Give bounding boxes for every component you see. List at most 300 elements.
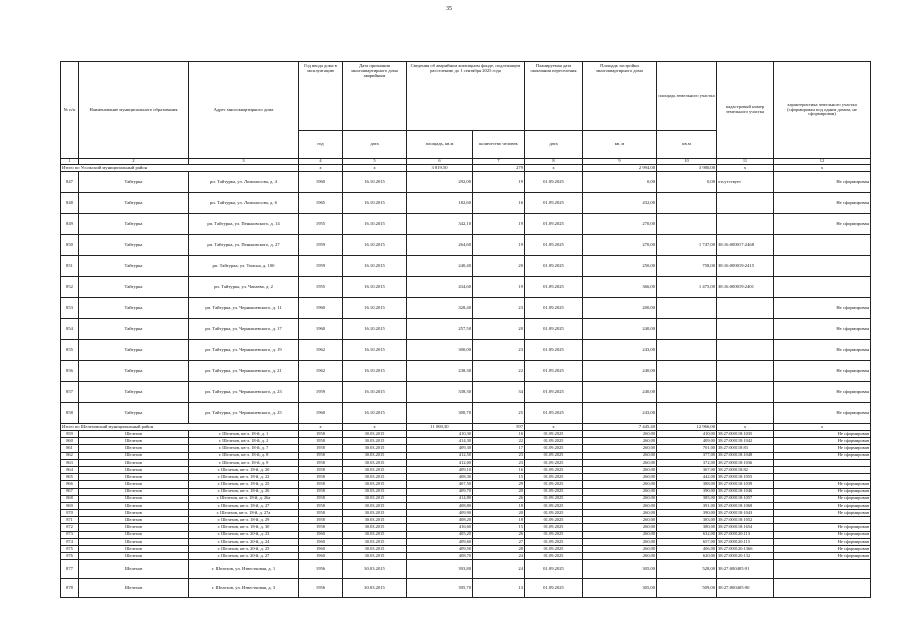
municipality: Шелехов	[79, 459, 189, 466]
land-status	[774, 517, 871, 524]
recognition-date: 16.10.2015	[343, 214, 407, 235]
people-count: 16	[473, 431, 525, 438]
land-status: Не сформирован	[774, 438, 871, 445]
recognition-date: 16.10.2015	[343, 277, 407, 298]
row-number: 868	[61, 495, 79, 502]
land-area: 388,00	[657, 481, 717, 488]
planned-end-date: 01.09.2025	[525, 319, 583, 340]
cadastral-number: 38:27:000118:1048	[717, 452, 774, 459]
total-land-area: 12 966,00	[657, 424, 717, 431]
land-area: 442,00	[657, 474, 717, 481]
table-row	[61, 531, 871, 538]
commissioning-year: 1960	[299, 172, 343, 193]
recognition-date: 16.10.2015	[343, 403, 407, 424]
total-cell: х	[343, 424, 407, 431]
municipality: Тайтурка	[79, 298, 189, 319]
planned-end-date: 01.09.2025	[525, 474, 583, 481]
land-status: Не сформирован	[774, 361, 871, 382]
people-count: 16	[473, 466, 525, 473]
address: г. Шелехов, кв-л. 20-й, д. 24	[189, 538, 299, 545]
municipality: Шелехов	[79, 531, 189, 538]
row-number: 877	[61, 560, 79, 579]
building-area: 305,00	[583, 560, 657, 579]
planned-end-date: 01.09.2025	[525, 340, 583, 361]
land-area: 380,00	[657, 524, 717, 531]
commissioning-year: 1959	[299, 235, 343, 256]
land-status: Не сформирован	[774, 445, 871, 452]
address: рп. Тайтурка, ул. Ломоносова, д. 4	[189, 172, 299, 193]
cadastral-number: 38:27:000118:1068	[717, 502, 774, 509]
row-number: 866	[61, 481, 79, 488]
commissioning-year: 1958	[299, 481, 343, 488]
header-col-emergency-fund: Сведения об аварийном жилищном фонде, подлежащем расселению до 1 сентября 2025 года	[407, 62, 525, 131]
table-row	[61, 579, 871, 598]
land-status	[774, 579, 871, 598]
land-area: 390,00	[657, 510, 717, 517]
land-status: Не сформирован	[774, 510, 871, 517]
address: рп. Тайтурка, ул. Чернышевского, д. 23	[189, 382, 299, 403]
district-total-row	[61, 424, 871, 431]
emergency-area: 300,00	[407, 340, 473, 361]
subheader-year: год	[299, 131, 343, 159]
table-row	[61, 445, 871, 452]
commissioning-year: 1958	[299, 502, 343, 509]
emergency-area: 240,40	[407, 256, 473, 277]
building-area: 260,00	[583, 538, 657, 545]
municipality: Шелехов	[79, 445, 189, 452]
address: рп. Тайтурка, ул. Чернышевского, д. 25	[189, 403, 299, 424]
recognition-date: 16.10.2015	[343, 298, 407, 319]
address: рп. Тайтурка, ул. Чернышевского, д. 17	[189, 319, 299, 340]
planned-end-date: 01.09.2025	[525, 488, 583, 495]
commissioning-year: 1958	[299, 431, 343, 438]
recognition-date: 16.10.2015	[343, 235, 407, 256]
people-count: 24	[473, 553, 525, 560]
people-count: 22	[473, 361, 525, 382]
column-number: 3	[189, 159, 299, 165]
recognition-date: 30.03.2015	[343, 553, 407, 560]
planned-end-date: 01.09.2025	[525, 403, 583, 424]
building-area: 260,00	[583, 502, 657, 509]
address: рп. Тайтурка, ул. Чапаева, д. 2	[189, 277, 299, 298]
commissioning-year: 1958	[299, 488, 343, 495]
emergency-area: 434,60	[407, 277, 473, 298]
building-area: 260,00	[583, 546, 657, 553]
total-area: 11 069,30	[407, 424, 473, 431]
planned-end-date: 01.09.2025	[525, 172, 583, 193]
row-number: 871	[61, 517, 79, 524]
recognition-date: 30.03.2015	[343, 495, 407, 502]
people-count: 25	[473, 403, 525, 424]
cadastral-number	[717, 403, 774, 424]
table-header	[61, 62, 871, 165]
header-col-recognition-date: Дата признания многоквартирного дома аварийным	[343, 62, 407, 131]
commissioning-year: 1958	[299, 524, 343, 531]
emergency-area: 409,50	[407, 546, 473, 553]
land-area: 509,00	[657, 579, 717, 598]
cadastral-number: 38:27:000118:1046	[717, 488, 774, 495]
land-status	[774, 560, 871, 579]
column-number: 7	[473, 159, 525, 165]
land-status: Не сформирован	[774, 553, 871, 560]
emergency-area: 182,60	[407, 193, 473, 214]
people-count: 19	[473, 172, 525, 193]
municipality: Шелехов	[79, 517, 189, 524]
page-number: 35	[446, 6, 452, 12]
commissioning-year: 1960	[299, 403, 343, 424]
recognition-date: 30.03.2015	[343, 579, 407, 598]
total-cell: х	[525, 165, 583, 172]
recognition-date: 16.10.2015	[343, 172, 407, 193]
emergency-area: 407,50	[407, 481, 473, 488]
address: рп. Тайтурка, ул. Чернышевского, д. 19	[189, 340, 299, 361]
planned-end-date: 01.09.2025	[525, 214, 583, 235]
municipality: Тайтурка	[79, 361, 189, 382]
subheader-sqm-land: кв.м	[657, 131, 717, 159]
row-number: 859	[61, 431, 79, 438]
municipality: Шелехов	[79, 481, 189, 488]
commissioning-year: 1960	[299, 553, 343, 560]
emergency-area: 264,60	[407, 235, 473, 256]
people-count: 19	[473, 214, 525, 235]
row-number: 875	[61, 546, 79, 553]
land-status: Не сформирован	[774, 531, 871, 538]
people-count: 15	[473, 474, 525, 481]
header-col-number: № п/п	[61, 62, 79, 159]
land-status: Не сформирован	[774, 502, 871, 509]
emergency-area: 409,90	[407, 510, 473, 517]
table-row	[61, 481, 871, 488]
planned-end-date: 01.09.2025	[525, 531, 583, 538]
recognition-date: 16.10.2015	[343, 193, 407, 214]
header-col-municipality: Наименование муниципального образования	[79, 62, 189, 159]
municipality: Тайтурка	[79, 172, 189, 193]
land-area: 391,00	[657, 502, 717, 509]
land-area: 528,00	[657, 560, 717, 579]
commissioning-year: 1960	[299, 531, 343, 538]
people-count: 18	[473, 517, 525, 524]
total-cell: х	[774, 424, 871, 431]
people-count: 23	[473, 340, 525, 361]
row-number: 848	[61, 193, 79, 214]
planned-end-date: 01.09.2025	[525, 431, 583, 438]
header-col-land-area: площадь земельного участка	[657, 62, 717, 131]
municipality: Шелехов	[79, 538, 189, 545]
row-number: 854	[61, 319, 79, 340]
municipality: Тайтурка	[79, 319, 189, 340]
row-number: 876	[61, 553, 79, 560]
municipality: Тайтурка	[79, 277, 189, 298]
table-row	[61, 459, 871, 466]
table-row	[61, 256, 871, 277]
table-row	[61, 466, 871, 473]
people-count: 22	[473, 438, 525, 445]
land-status	[774, 256, 871, 277]
municipality: Шелехов	[79, 579, 189, 598]
people-count: 20	[473, 510, 525, 517]
land-area: 385,00	[657, 495, 717, 502]
district-total-label: Итого по Усольский муниципальный район	[61, 165, 299, 172]
row-number: 867	[61, 488, 79, 495]
cadastral-number: 38:27:000118:1057	[717, 495, 774, 502]
emergency-area: 395,70	[407, 579, 473, 598]
municipality: Тайтурка	[79, 214, 189, 235]
land-area: 1 747,00	[657, 235, 717, 256]
emergency-area: 338,30	[407, 382, 473, 403]
recognition-date: 30.03.2015	[343, 502, 407, 509]
cadastral-number: 38:27:000120:113	[717, 531, 774, 538]
commissioning-year: 1960	[299, 546, 343, 553]
building-area: 260,00	[583, 445, 657, 452]
building-area: 432,00	[583, 193, 657, 214]
table-row	[61, 495, 871, 502]
planned-end-date: 01.09.2025	[525, 579, 583, 598]
row-number: 874	[61, 538, 79, 545]
land-area	[657, 319, 717, 340]
building-area: 260,00	[583, 553, 657, 560]
row-number: 849	[61, 214, 79, 235]
emergency-area: 410,30	[407, 431, 473, 438]
commissioning-year: 1958	[299, 459, 343, 466]
people-count: 23	[473, 459, 525, 466]
land-area	[657, 403, 717, 424]
emergency-area: 409,30	[407, 445, 473, 452]
row-number: 856	[61, 361, 79, 382]
recognition-date: 30.03.2015	[343, 466, 407, 473]
planned-end-date: 01.09.2025	[525, 502, 583, 509]
emergency-area: 408,80	[407, 502, 473, 509]
land-area: 409,00	[657, 438, 717, 445]
commissioning-year: 1955	[299, 277, 343, 298]
table-row	[61, 319, 871, 340]
emergency-area: 257,50	[407, 319, 473, 340]
land-status: Не сформирован	[774, 431, 871, 438]
header-col-cadastral: кадастровый номер земельного участка	[717, 62, 774, 159]
address: г. Шелехов, кв-л. 18-й, д. 7	[189, 445, 299, 452]
building-area: 260,00	[583, 517, 657, 524]
people-count: 26	[473, 495, 525, 502]
building-area: 260,00	[583, 531, 657, 538]
land-area	[657, 298, 717, 319]
planned-end-date: 01.09.2025	[525, 459, 583, 466]
table-row	[61, 438, 871, 445]
emergency-area: 408,30	[407, 474, 473, 481]
building-area: 0,00	[583, 172, 657, 193]
recognition-date: 30.03.2015	[343, 560, 407, 579]
building-area: 240,00	[583, 361, 657, 382]
planned-end-date: 01.09.2025	[525, 438, 583, 445]
column-number: 2	[79, 159, 189, 165]
planned-end-date: 01.09.2025	[525, 361, 583, 382]
land-area	[657, 214, 717, 235]
total-cell: х	[343, 165, 407, 172]
table-row	[61, 546, 871, 553]
recognition-date: 30.03.2015	[343, 481, 407, 488]
table-row	[61, 553, 871, 560]
commissioning-year: 1959	[299, 382, 343, 403]
total-cell: х	[299, 165, 343, 172]
land-area: 0,00	[657, 172, 717, 193]
people-count: 20	[473, 319, 525, 340]
address: г. Шелехов, кв-л. 18-й, д. 29	[189, 517, 299, 524]
cadastral-number	[717, 319, 774, 340]
row-number: 870	[61, 510, 79, 517]
recognition-date: 16.10.2015	[343, 256, 407, 277]
people-count: 15	[473, 524, 525, 531]
cadastral-number	[717, 214, 774, 235]
cadastral-number: 38:16:000019:2415	[717, 256, 774, 277]
land-area	[657, 361, 717, 382]
header-col-building-area: Площадь застройки многоквартирного дома	[583, 62, 657, 131]
land-status: Не сформирован	[774, 538, 871, 545]
table-row	[61, 298, 871, 319]
cadastral-number: 38:27:000120:115	[717, 538, 774, 545]
header-col-land-status: характеристика земельного участка (сформирован под одним домом, не сформирован)	[774, 62, 871, 159]
land-status	[774, 459, 871, 466]
subheader-date: дата	[343, 131, 407, 159]
row-number: 857	[61, 382, 79, 403]
address: г. Шелехов, кв-л. 18-й, д. 20	[189, 466, 299, 473]
row-number: 847	[61, 172, 79, 193]
land-status: Не сформирован	[774, 524, 871, 531]
land-area: 1 475,00	[657, 277, 717, 298]
recognition-date: 30.03.2015	[343, 452, 407, 459]
column-number: 4	[299, 159, 343, 165]
column-number: 9	[583, 159, 657, 165]
land-status	[774, 474, 871, 481]
recognition-date: 30.03.2015	[343, 510, 407, 517]
people-count: 17	[473, 445, 525, 452]
recognition-date: 16.10.2015	[343, 382, 407, 403]
row-number: 865	[61, 474, 79, 481]
recognition-date: 30.03.2015	[343, 438, 407, 445]
emergency-area: 409,60	[407, 538, 473, 545]
emergency-area: 408,70	[407, 553, 473, 560]
building-area: 240,00	[583, 319, 657, 340]
column-number: 6	[407, 159, 473, 165]
cadastral-number: 38:27:000118:1043	[717, 510, 774, 517]
total-cell: х	[525, 424, 583, 431]
commissioning-year: 1958	[299, 438, 343, 445]
commissioning-year: 1956	[299, 579, 343, 598]
building-area: 305,00	[583, 579, 657, 598]
recognition-date: 30.03.2015	[343, 445, 407, 452]
building-area: 260,00	[583, 495, 657, 502]
commissioning-year: 1962	[299, 340, 343, 361]
land-status: Не сформирован	[774, 193, 871, 214]
recognition-date: 16.10.2015	[343, 319, 407, 340]
land-area: 620,00	[657, 553, 717, 560]
cadastral-number: 38:27:000118:1654	[717, 524, 774, 531]
table-row	[61, 431, 871, 438]
table-row	[61, 524, 871, 531]
planned-end-date: 01.09.2025	[525, 382, 583, 403]
people-count: 29	[473, 481, 525, 488]
land-status: Не сформирован	[774, 452, 871, 459]
emergency-area: 342,10	[407, 214, 473, 235]
commissioning-year: 1958	[299, 495, 343, 502]
land-status	[774, 277, 871, 298]
people-count: 23	[473, 452, 525, 459]
commissioning-year: 1958	[299, 466, 343, 473]
planned-end-date: 01.09.2025	[525, 495, 583, 502]
commissioning-year: 1958	[299, 452, 343, 459]
building-area: 260,00	[583, 452, 657, 459]
emergency-area: 393,80	[407, 560, 473, 579]
building-area: 243,00	[583, 340, 657, 361]
row-number: 864	[61, 466, 79, 473]
address: рп. Тайтурка, ул. Чернышевского, д. 21	[189, 361, 299, 382]
address: г. Шелехов, кв-л. 18-й, д. 22	[189, 474, 299, 481]
emergency-area: 414,80	[407, 495, 473, 502]
people-count: 13	[473, 579, 525, 598]
planned-end-date: 01.09.2025	[525, 277, 583, 298]
address: г. Шелехов, кв-л. 18-й, д. 26а	[189, 495, 299, 502]
table-row	[61, 277, 871, 298]
address: г. Шелехов, кв-л. 20-й, д. 27	[189, 553, 299, 560]
emergency-area: 292,00	[407, 172, 473, 193]
cadastral-number: 38:27:000118:83	[717, 445, 774, 452]
address: г. Шелехов, кв-л. 18-й, д. 9	[189, 459, 299, 466]
building-area: 240,00	[583, 382, 657, 403]
building-area: 243,00	[583, 403, 657, 424]
table-row	[61, 382, 871, 403]
municipality: Тайтурка	[79, 403, 189, 424]
emergency-area: 238,30	[407, 361, 473, 382]
planned-end-date: 01.09.2025	[525, 517, 583, 524]
building-area: 260,00	[583, 474, 657, 481]
municipality: Шелехов	[79, 431, 189, 438]
planned-end-date: 01.09.2025	[525, 560, 583, 579]
people-count: 23	[473, 298, 525, 319]
land-status: Не сформирован	[774, 382, 871, 403]
table-row	[61, 193, 871, 214]
building-area: 270,00	[583, 214, 657, 235]
recognition-date: 30.03.2015	[343, 474, 407, 481]
cadastral-number: 38:27:000118:1039	[717, 481, 774, 488]
commissioning-year: 1960	[299, 319, 343, 340]
address: г. Шелехов, кв-л. 20-й, д. 23	[189, 531, 299, 538]
people-count: 20	[473, 256, 525, 277]
commissioning-year: 1958	[299, 517, 343, 524]
building-area: 250,00	[583, 256, 657, 277]
planned-end-date: 01.09.2025	[525, 466, 583, 473]
table-row	[61, 488, 871, 495]
row-number: 869	[61, 502, 79, 509]
municipality: Шелехов	[79, 466, 189, 473]
column-number: 11	[717, 159, 774, 165]
row-number: 873	[61, 531, 79, 538]
emergency-area: 412,00	[407, 459, 473, 466]
municipality: Шелехов	[79, 488, 189, 495]
table-row	[61, 517, 871, 524]
row-number: 850	[61, 235, 79, 256]
planned-end-date: 01.09.2025	[525, 538, 583, 545]
people-count: 28	[473, 546, 525, 553]
municipality: Шелехов	[79, 560, 189, 579]
cadastral-number: 38:27:000120:132	[717, 553, 774, 560]
land-status: Не сформирован	[774, 546, 871, 553]
address: рп. Тайтурка, ул. Ломоносова, д. 6	[189, 193, 299, 214]
land-area	[657, 193, 717, 214]
land-status: Не сформирован	[774, 214, 871, 235]
municipality: Шелехов	[79, 553, 189, 560]
table-row	[61, 538, 871, 545]
building-area: 260,00	[583, 466, 657, 473]
emergency-housing-table	[60, 61, 871, 598]
address: рп. Тайтурка, ул. Чернышевского, д. 11	[189, 298, 299, 319]
cadastral-number	[717, 382, 774, 403]
